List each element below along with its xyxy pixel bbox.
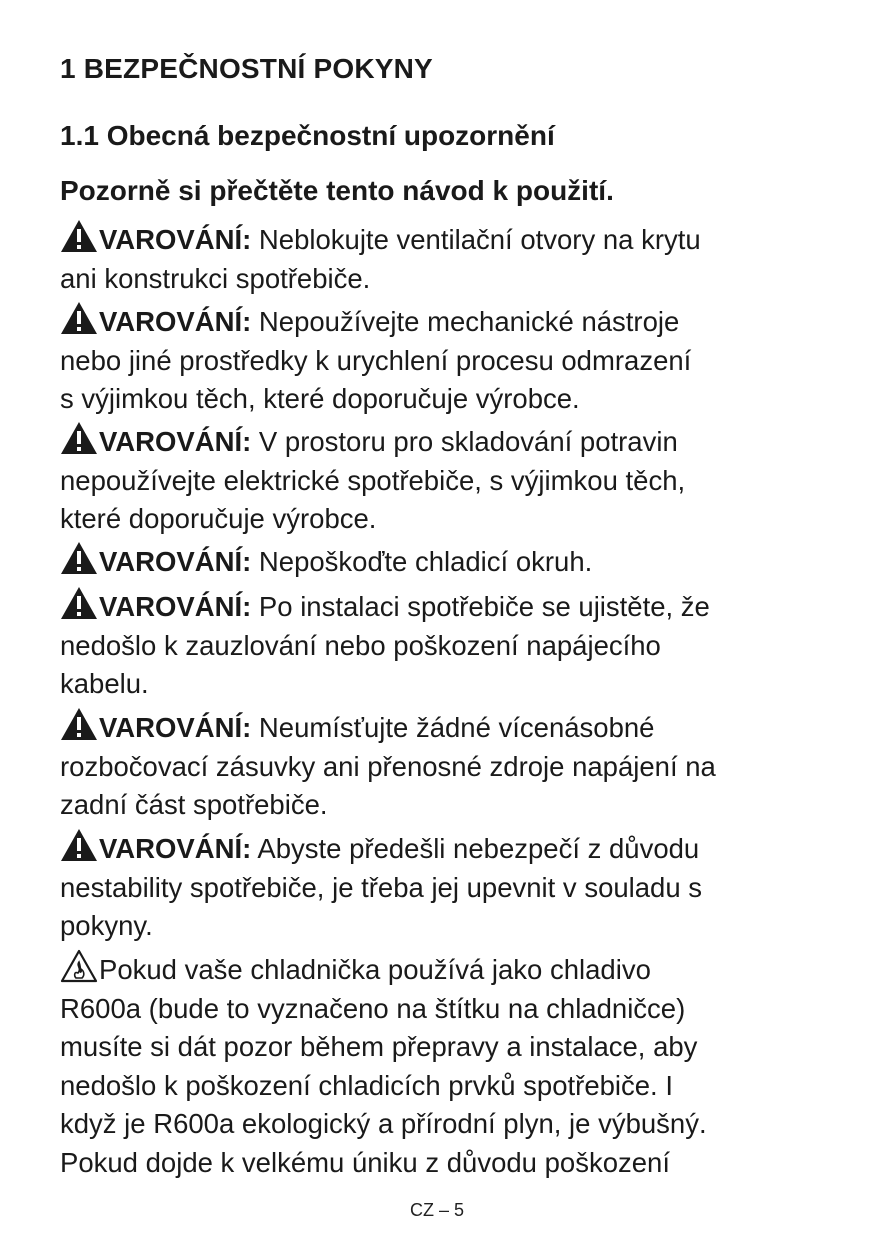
warning-item bbox=[60, 828, 820, 946]
warning-text-line: kabelu. bbox=[60, 668, 149, 699]
warning-text: Po instalaci spotřebiče se ujistěte, že bbox=[258, 591, 710, 622]
warning-text-line: s výjimkou těch, které doporučuje výrobce. bbox=[60, 383, 580, 414]
warning-text-line: ani konstrukci spotřebiče. bbox=[60, 262, 371, 294]
warning-text-line: nebo jiné prostředky k urychlení procesu odmrazení bbox=[60, 344, 692, 376]
warning-text-line: nestability spotřebiče, je třeba jej upevnit v souladu s bbox=[60, 871, 703, 903]
warning-item bbox=[60, 586, 820, 704]
warning-text: Nepoškoďte chladicí okruh. bbox=[258, 546, 593, 577]
warning-text-line: zadní část spotřebiče. bbox=[60, 789, 328, 820]
warning-triangle-icon bbox=[60, 421, 98, 455]
warning-text-line: nepoužívejte elektrické spotřebiče, s výjimkou těch, bbox=[60, 464, 686, 496]
flammable-text-line: nedošlo k poškození chladicích prvků spotřebiče. I bbox=[60, 1069, 673, 1101]
warning-item bbox=[60, 301, 820, 419]
warning-text-line: pokyny. bbox=[60, 910, 153, 941]
warning-item bbox=[60, 219, 820, 298]
warning-item bbox=[60, 541, 820, 582]
flammable-warning-icon bbox=[60, 949, 98, 983]
flammable-text-line: když je R600a ekologický a přírodní plyn, je výbušný. bbox=[60, 1108, 707, 1139]
flammable-text-line: musíte si dát pozor během přepravy a instalace, aby bbox=[60, 1031, 698, 1062]
flammable-text: Pokud vaše chladnička používá jako chladivo bbox=[99, 954, 651, 985]
warning-triangle-icon bbox=[60, 219, 98, 253]
warning-label: VAROVÁNÍ: bbox=[99, 833, 252, 864]
warning-text: Nepoužívejte mechanické nástroje bbox=[258, 306, 680, 337]
warning-text-line: nedošlo k zauzlování nebo poškození napájecího bbox=[60, 629, 661, 661]
warning-text: V prostoru pro skladování potravin bbox=[258, 426, 678, 457]
warning-first-line bbox=[60, 421, 820, 462]
warning-first-line bbox=[60, 707, 820, 748]
warning-triangle-icon bbox=[60, 541, 98, 575]
intro-text: Pozorně si přečtěte tento návod k použití. bbox=[60, 175, 614, 206]
warning-label: VAROVÁNÍ: bbox=[99, 426, 252, 457]
subsection-heading: 1.1 Obecná bezpečnostní upozornění bbox=[60, 120, 555, 151]
warning-first-line bbox=[60, 541, 820, 582]
warning-item bbox=[60, 707, 820, 825]
warning-text: Abyste předešli nebezpečí z důvodu bbox=[257, 833, 700, 864]
warning-first-line bbox=[60, 301, 820, 342]
warning-label: VAROVÁNÍ: bbox=[99, 224, 252, 255]
warning-triangle-icon bbox=[60, 707, 98, 741]
warning-label: VAROVÁNÍ: bbox=[99, 546, 252, 577]
warning-label: VAROVÁNÍ: bbox=[99, 591, 252, 622]
warning-label: VAROVÁNÍ: bbox=[99, 306, 252, 337]
warning-first-line bbox=[60, 828, 820, 869]
warning-first-line bbox=[60, 219, 820, 260]
warning-triangle-icon bbox=[60, 586, 98, 620]
flammable-text-line: Pokud dojde k velkému úniku z důvodu poškození bbox=[60, 1146, 670, 1178]
warning-triangle-icon bbox=[60, 301, 98, 335]
flammable-first-line bbox=[60, 949, 820, 990]
warning-text: Neblokujte ventilační otvory na krytu bbox=[258, 224, 701, 255]
flammable-text-line: R600a (bude to vyznačeno na štítku na chladničce) bbox=[60, 992, 686, 1024]
flammable-note bbox=[60, 949, 820, 1182]
warning-text: Neumísťujte žádné vícenásobné bbox=[258, 712, 655, 743]
page-number: CZ – 5 bbox=[409, 1200, 465, 1220]
warning-text-line: které doporučuje výrobce. bbox=[60, 503, 377, 534]
warning-first-line bbox=[60, 586, 820, 627]
section-heading: 1 BEZPEČNOSTNÍ POKYNY bbox=[60, 53, 433, 84]
warning-triangle-icon bbox=[60, 828, 98, 862]
warning-text-line: rozbočovací zásuvky ani přenosné zdroje napájení na bbox=[60, 750, 716, 782]
warning-label: VAROVÁNÍ: bbox=[99, 712, 252, 743]
warning-item bbox=[60, 421, 820, 539]
